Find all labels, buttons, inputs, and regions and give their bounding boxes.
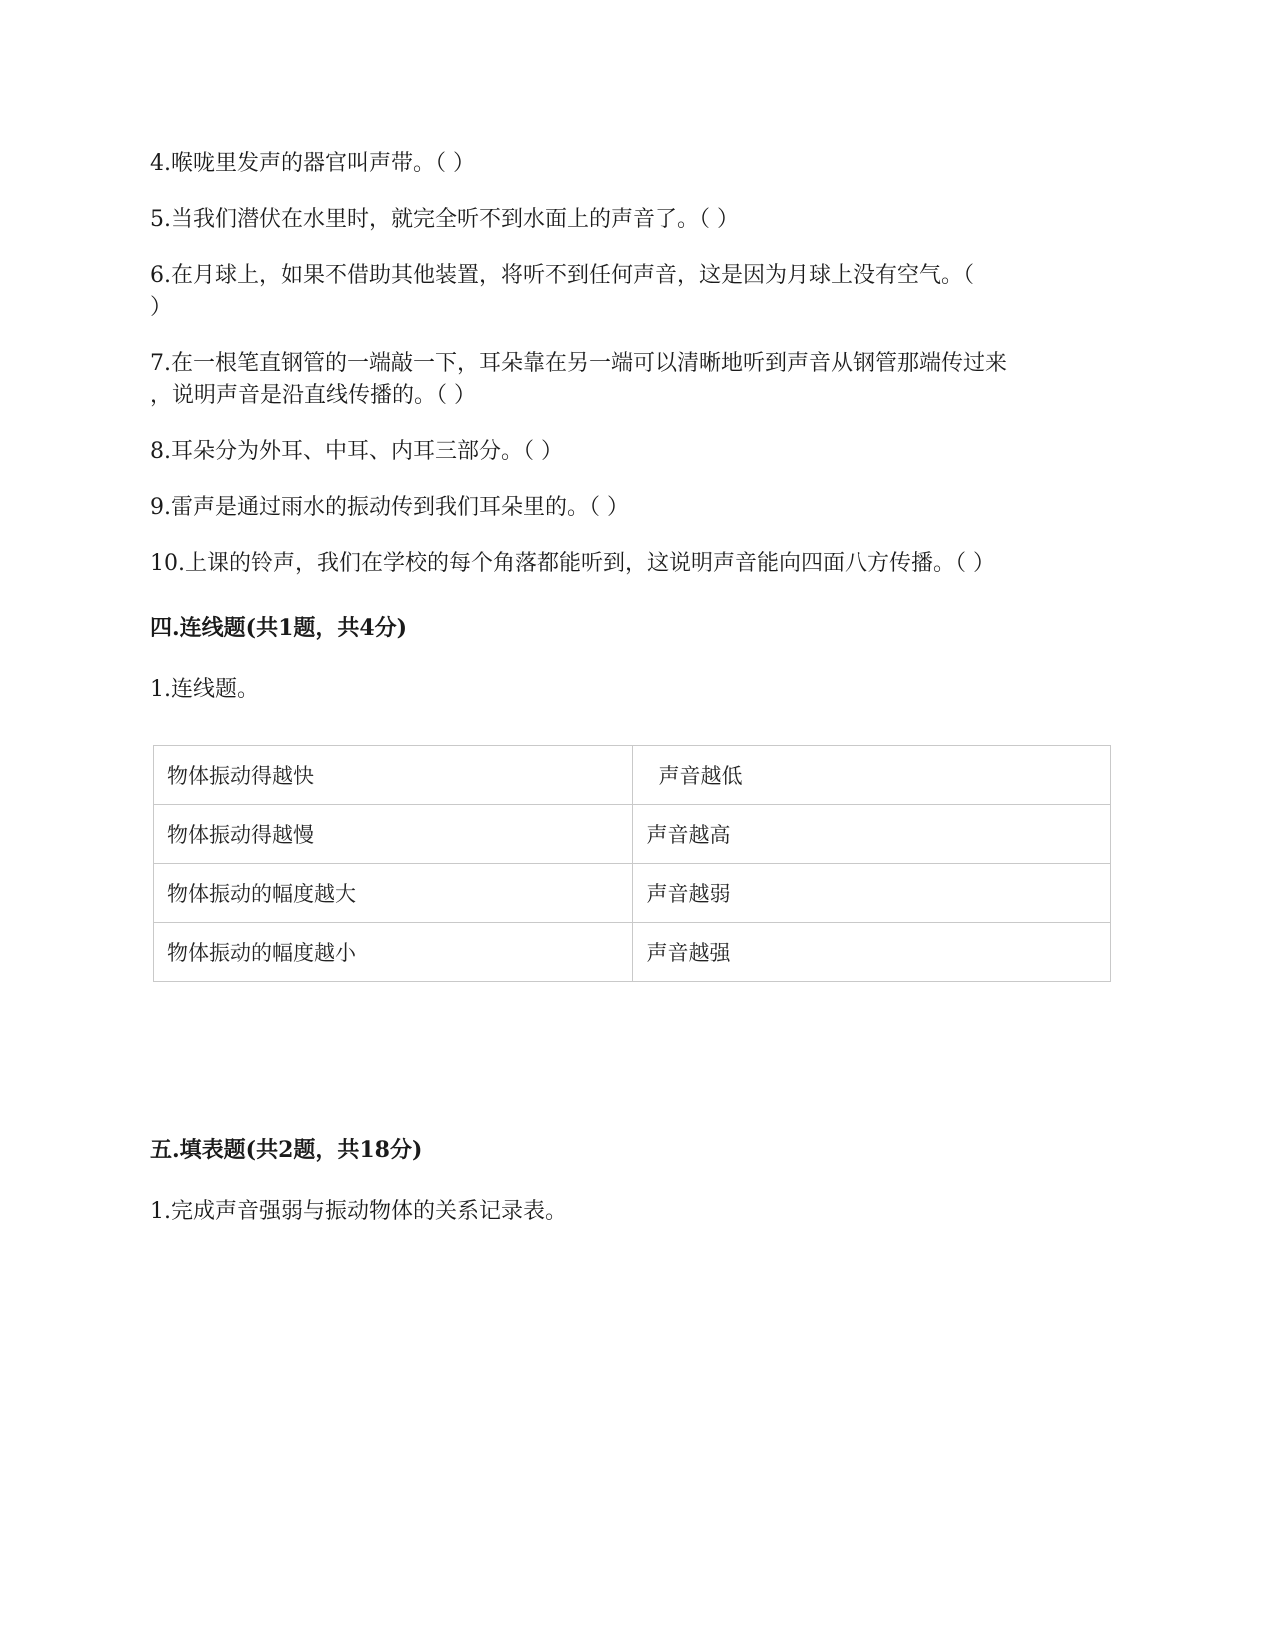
- question-8: 8.耳朵分为外耳、中耳、内耳三部分。（ ）: [150, 439, 563, 464]
- table-row: [154, 864, 1111, 923]
- table-row: [154, 805, 1111, 864]
- table-cell-left: 物体振动得越快: [154, 746, 633, 805]
- table-cell-right: 声音越高: [633, 805, 1111, 864]
- question-4: 4.喉咙里发声的器官叫声带。（ ）: [150, 151, 475, 176]
- table-cell-right: 声音越强: [633, 923, 1111, 982]
- question-10: 10.上课的铃声，我们在学校的每个角落都能听到，这说明声音能向四面八方传播。（ ）: [150, 551, 995, 576]
- section-4-heading: 四.连线题(共1题，共4分): [150, 615, 408, 641]
- table-cell-left: 物体振动的幅度越大: [154, 864, 633, 923]
- table-row: [154, 923, 1111, 982]
- table-cell-left: 物体振动得越慢: [154, 805, 633, 864]
- section-4-question-1: 1.连线题。: [150, 677, 259, 702]
- table-cell-right: 声音越低: [633, 746, 1111, 805]
- table-row: [154, 746, 1111, 805]
- question-7-line-1: 7.在一根笔直钢管的一端敲一下，耳朵靠在另一端可以清晰地听到声音从钢管那端传过来: [150, 351, 1007, 376]
- table-cell-left: 物体振动的幅度越小: [154, 923, 633, 982]
- question-5: 5.当我们潜伏在水里时，就完全听不到水面上的声音了。（ ）: [150, 207, 739, 232]
- section-5-question-1: 1.完成声音强弱与振动物体的关系记录表。: [150, 1199, 567, 1224]
- matching-table: [153, 745, 1111, 982]
- table-cell-right: 声音越弱: [633, 864, 1111, 923]
- section-5-heading: 五.填表题(共2题，共18分): [150, 1137, 423, 1163]
- question-6-line-2: ）: [150, 295, 173, 320]
- question-9: 9.雷声是通过雨水的振动传到我们耳朵里的。（ ）: [150, 495, 629, 520]
- question-6-line-1: 6.在月球上，如果不借助其他装置，将听不到任何声音，这是因为月球上没有空气。（: [150, 263, 974, 288]
- question-7-line-2: ，说明声音是沿直线传播的。（ ）: [150, 383, 476, 408]
